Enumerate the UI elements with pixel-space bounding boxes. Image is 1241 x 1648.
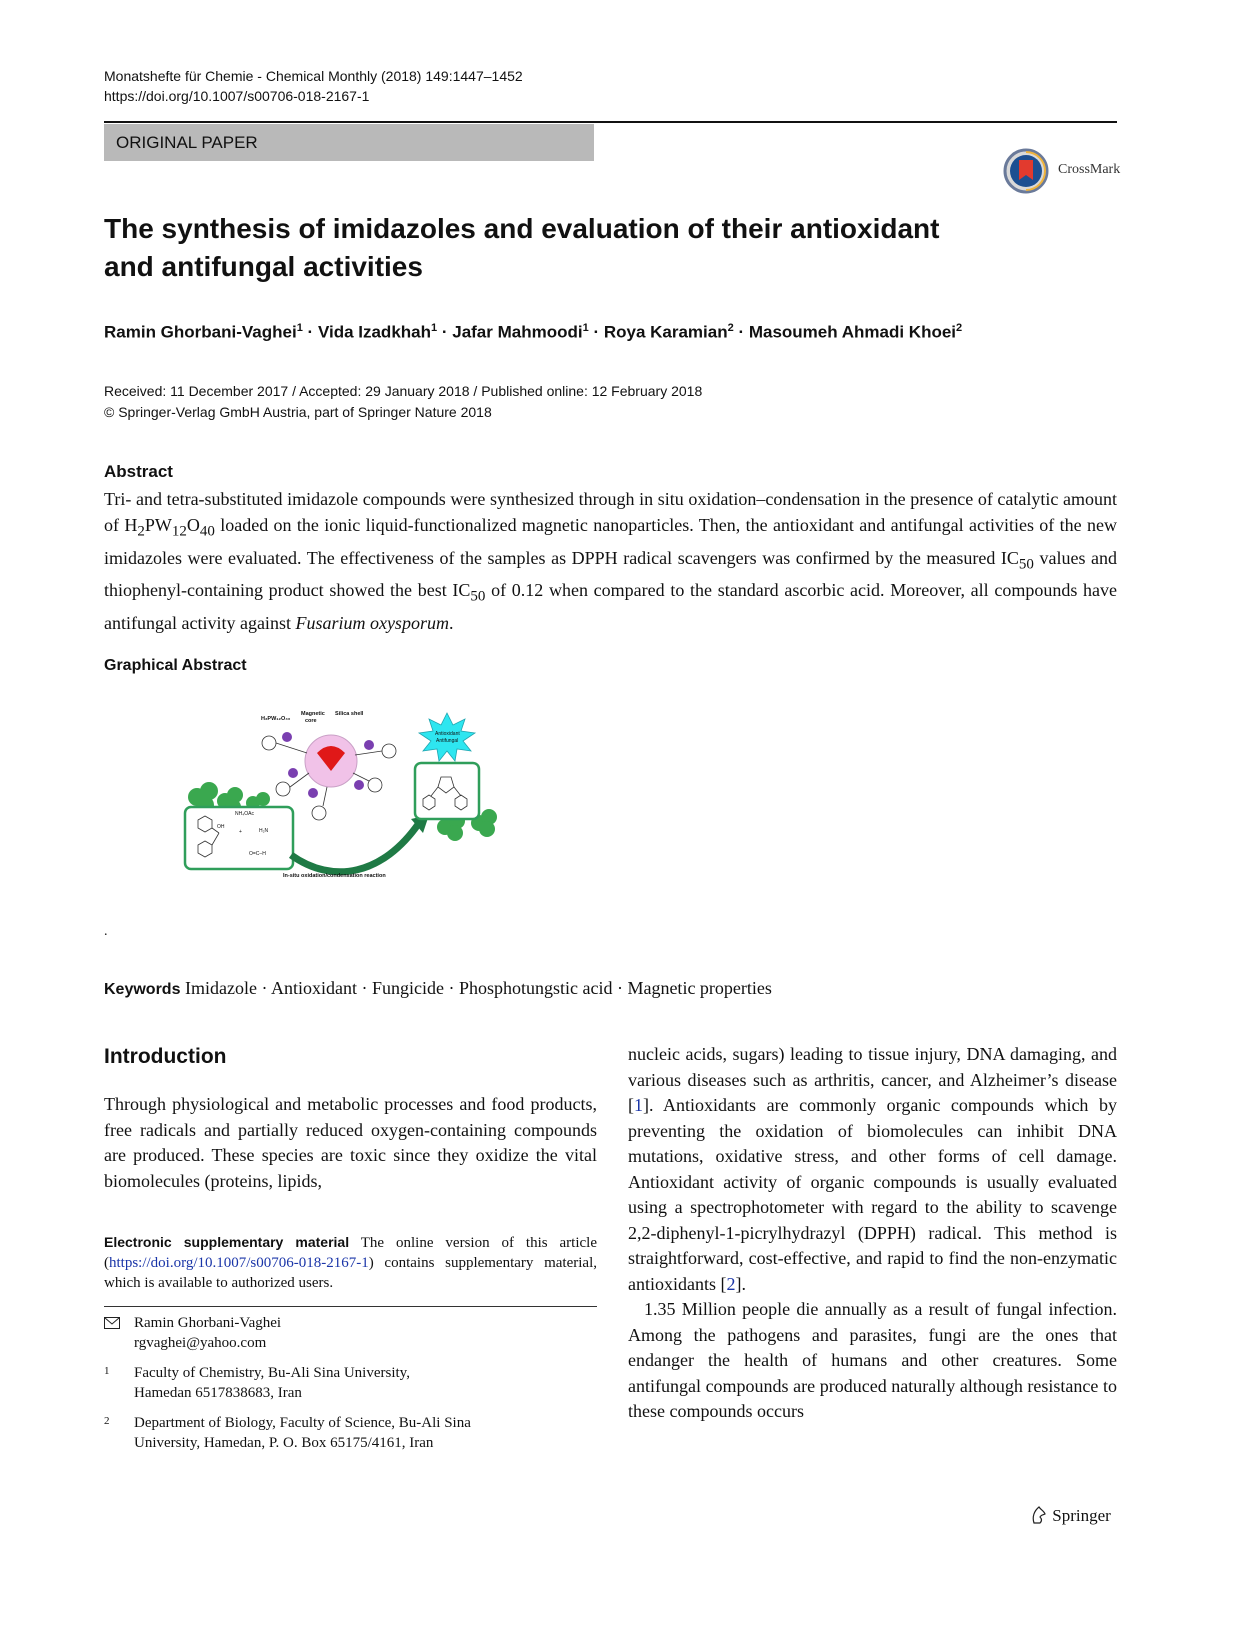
intro-text: ].	[735, 1273, 746, 1294]
keywords: Keywords Imidazole · Antioxidant · Fungicide · Phosphotungstic acid · Magnetic properties	[104, 978, 772, 998]
formula-sub: 2	[137, 523, 145, 540]
intro-text: nucleic acids, sugars) leading to tissue injury, DNA damaging, and various diseases such as arthritis, cancer, and Alzheimer’s disease [	[628, 1044, 1117, 1115]
author-name[interactable]: Vida Izadkhah	[317, 322, 431, 342]
journal-citation: Monatshefte für Chemie - Chemical Monthly (2018) 149:1447–1452	[104, 68, 523, 84]
svg-text:+: +	[239, 829, 242, 835]
abstract-text: values and thiophenyl-containing product showed the best IC	[104, 547, 1117, 601]
keywords-label: Keywords	[104, 981, 181, 998]
aldehyde-label: O=C–H	[249, 851, 266, 857]
author-affiliation: 2	[727, 322, 734, 334]
reaction-arrow	[291, 823, 419, 872]
abstract-heading: Abstract	[104, 462, 173, 481]
publication-history	[104, 381, 702, 423]
graphical-abstract-figure	[183, 711, 523, 915]
journal-header	[104, 66, 523, 106]
author-separator: ·	[437, 322, 453, 342]
keyword[interactable]: Magnetic properties	[627, 978, 772, 998]
author-name[interactable]: Jafar Mahmoodi	[452, 322, 583, 342]
title-line-2: and antifungal activities	[104, 251, 423, 282]
author-separator: ·	[302, 322, 318, 342]
abstract-text: of 0.12 when compared to the standard ascorbic acid. Moreover, all compounds have antifungal activity against	[104, 580, 1118, 633]
footnote-rule	[104, 1306, 597, 1307]
affiliation-text: Hamedan 6517838683, Iran	[134, 1385, 302, 1401]
graphical-abstract-heading: Graphical Abstract	[104, 657, 247, 674]
nh4oac-label: NH₄OAc	[235, 811, 254, 817]
dates-line: Received: 11 December 2017 / Accepted: 29 January 2018 / Published online: 12 February 2018	[104, 383, 703, 399]
author-affiliation: 2	[956, 322, 963, 334]
intro-right-column	[628, 1042, 1117, 1425]
publisher-name: Springer	[1052, 1506, 1111, 1525]
affiliation-1	[104, 1363, 597, 1403]
author-affiliation: 1	[582, 322, 589, 334]
product-box	[415, 763, 479, 819]
core-label: core	[305, 718, 317, 724]
abstract-text: .	[448, 612, 454, 633]
envelope-icon	[104, 1317, 120, 1329]
supp-link[interactable]: https://doi.org/10.1007/s00706-018-2167-1	[109, 1255, 369, 1271]
intro-text: ]. Antioxidants are commonly organic compounds which by preventing the oxidation of biomolecules can inhibit DNA mutations, oxidative stress, and other forms of cell damage. Antioxidant activity of organic compounds is usually evaluated using a spectrophotometer with regard to the ability to scavenge 2,2-diphenyl-1-picrylhydrazyl (DPPH) radical. This method is straightforward, cost-effective, and rapid to find the non-enzymatic antioxidants [	[628, 1095, 1117, 1294]
abstract-text: Tri- and tetra-substituted imidazole compounds were synthesized through in situ oxidation–condensation in the presence of catalytic amount of	[104, 489, 1117, 535]
supp-label: Electronic supplementary material	[104, 1234, 350, 1250]
keyword[interactable]: Antioxidant	[270, 978, 357, 998]
author-name[interactable]: Ramin Ghorbani-Vaghei	[104, 322, 297, 342]
corr-email[interactable]: rgvaghei@yahoo.com	[134, 1335, 267, 1351]
ic50-sub: 50	[1018, 556, 1034, 573]
species-name: Fusarium oxysporum	[295, 612, 449, 633]
author-list	[104, 322, 962, 343]
formula-part: PW	[144, 515, 172, 535]
figure-trailing-dot: .	[104, 924, 108, 939]
oh-label: OH	[217, 824, 225, 830]
corresponding-author	[104, 1313, 597, 1353]
author-separator: ·	[733, 322, 749, 342]
intro-paragraph: 1.35 Million people die annually as a result of fungal infection. Among the pathogens and parasites, fungi are the ones that endanger the health of humans and other creatures. Some antifungal compounds are produced naturally although resistance to these compounds occurs	[628, 1299, 1117, 1421]
activity-star-icon	[419, 713, 475, 761]
formula-sub: 12	[171, 523, 187, 540]
author-affiliation: 1	[431, 322, 438, 334]
intro-paragraph: Through physiological and metabolic processes and food products, free radicals and partially reduced oxygen-containing compounds are produced. These species are toxic since they oxidize the vital biomolecules (proteins, lipids,	[104, 1094, 597, 1191]
affiliation-text: Faculty of Chemistry, Bu-Ali Sina University,	[134, 1365, 410, 1381]
formula-sub: 40	[199, 523, 215, 540]
crossmark-label: CrossMark	[1058, 162, 1121, 177]
crossmark-badge[interactable]	[1004, 147, 1124, 195]
citation-link[interactable]: 2	[726, 1273, 736, 1294]
article-title	[104, 210, 1044, 286]
formula-part: O	[186, 515, 200, 535]
corr-name: Ramin Ghorbani-Vaghei	[134, 1315, 282, 1331]
header-rule	[104, 121, 1117, 123]
affiliation-text: University, Hamedan, P. O. Box 65175/4161, Iran	[134, 1435, 434, 1451]
springer-horse-icon	[1030, 1505, 1048, 1525]
citation-link[interactable]: 1	[634, 1095, 643, 1115]
ic50-sub: 50	[470, 588, 486, 605]
antifungal-label: Antifungal	[436, 738, 459, 744]
intro-left-column	[104, 1092, 597, 1194]
publisher-logo	[1030, 1505, 1111, 1526]
abstract-text: loaded on the ionic liquid-functionalized magnetic nanoparticles. Then, the antioxidant and antifungal activities of the new imidazoles were evaluated. The effectiveness of the samples as DPPH radical scavengers was confirmed by the measured IC	[104, 515, 1117, 568]
copyright-line: © Springer-Verlag GmbH Austria, part of Springer Nature 2018	[104, 404, 492, 420]
amine-label: H₂N	[259, 828, 269, 834]
intro-paragraph	[628, 1042, 1117, 1297]
affiliation-number: 1	[104, 1365, 110, 1377]
author-affiliation: 1	[296, 322, 303, 334]
keyword[interactable]: Phosphotungstic acid	[458, 978, 613, 998]
paper-type-banner: ORIGINAL PAPER	[104, 124, 594, 161]
affiliation-2	[104, 1413, 597, 1453]
graphical-abstract-image	[183, 711, 523, 915]
author-name[interactable]: Masoumeh Ahmadi Khoei	[748, 322, 957, 342]
antioxidant-label: Antioxidant	[435, 731, 460, 737]
magnetic-label: Magnetic	[301, 711, 325, 717]
abstract-body	[104, 486, 1117, 636]
formula-part: H	[124, 515, 138, 535]
supp-text: ) contains supplementary material, which is available to authorized users.	[104, 1255, 597, 1291]
supplementary-note	[104, 1232, 597, 1293]
article-doi[interactable]: https://doi.org/10.1007/s00706-018-2167-1	[104, 88, 370, 104]
affiliation-text: Department of Biology, Faculty of Science, Bu-Ali Sina	[134, 1415, 471, 1431]
reaction-label: In-situ oxidation/condensation reaction	[283, 873, 386, 879]
introduction-heading: Introduction	[104, 1045, 227, 1068]
author-name[interactable]: Roya Karamian	[603, 322, 728, 342]
keyword[interactable]: Imidazole	[184, 978, 257, 998]
h2pw-label: H₂PW₁₂O₄₀	[261, 716, 291, 722]
keyword[interactable]: Fungicide	[371, 978, 444, 998]
catalyst-formula	[124, 515, 215, 540]
title-line-1: The synthesis of imidazoles and evaluation of their antioxidant	[104, 213, 940, 244]
silica-label: Silica shell	[335, 711, 364, 717]
affiliation-number: 2	[104, 1415, 110, 1427]
supp-text: The online version of this article (	[104, 1235, 597, 1271]
author-separator: ·	[588, 322, 604, 342]
crossmark-icon	[1004, 147, 1052, 195]
